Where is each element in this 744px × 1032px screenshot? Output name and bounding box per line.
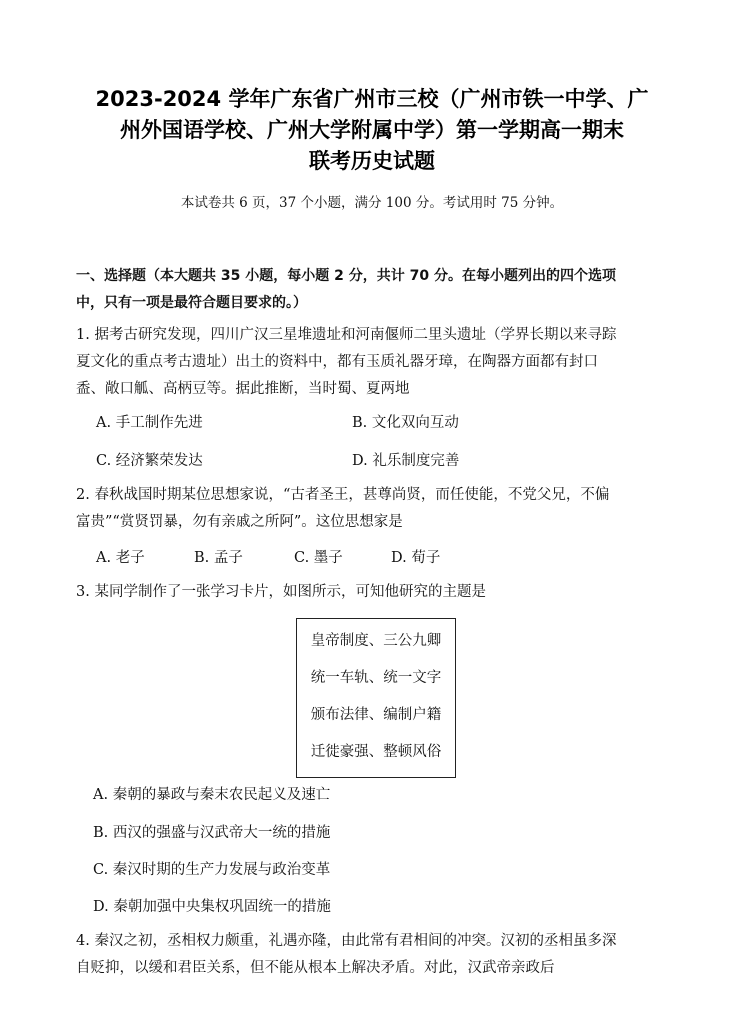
study-card-line: 皇帝制度、三公九卿 bbox=[310, 633, 442, 649]
study-card-line: 统一车轨、统一文字 bbox=[310, 670, 442, 686]
section-heading-line: 一、选择题（本大题共 35 小题，每小题 2 分，共计 70 分。在每小题列出的四个选项 bbox=[76, 268, 616, 284]
section-heading-line: 中，只有一项是最符合题目要求的。） bbox=[76, 295, 307, 311]
title-line: 州外国语学校、广州大学附属中学）第一学期高一期末 bbox=[120, 118, 624, 142]
question-2-stem bbox=[76, 482, 676, 536]
title-line: 联考历史试题 bbox=[309, 149, 435, 173]
title-line: 2023-2024 学年广东省广州市三校（广州市铁一中学、广 bbox=[95, 87, 649, 111]
q2-option-b: B. 孟子 bbox=[194, 550, 243, 566]
exam-instructions: 本试卷共 6 页，37 个小题，满分 100 分。考试用时 75 分钟。 bbox=[180, 195, 564, 211]
question-line: 3. 某同学制作了一张学习卡片，如图所示，可知他研究的主题是 bbox=[76, 584, 486, 600]
q3-option-a: A. 秦朝的暴政与秦末农民起义及速亡 bbox=[93, 787, 331, 803]
question-line: 富贵”“赏贤罚暴，勿有亲戚之所阿”。这位思想家是 bbox=[76, 514, 403, 530]
q3-option-c: C. 秦汉时期的生产力发展与政治变革 bbox=[93, 862, 331, 878]
exam-title bbox=[70, 84, 674, 177]
study-card bbox=[296, 618, 456, 778]
question-1-stem bbox=[76, 322, 676, 403]
question-3-stem bbox=[76, 579, 676, 606]
q1-option-a: A. 手工制作先进 bbox=[96, 415, 203, 431]
q2-option-a: A. 老子 bbox=[96, 550, 145, 566]
question-line: 1. 据考古研究发现，四川广汉三星堆遗址和河南偃师二里头遗址（学界长期以来寻踪 bbox=[76, 327, 617, 343]
question-line: 夏文化的重点考古遗址）出土的资料中，都有玉质礼器牙璋，在陶器方面都有封口 bbox=[76, 354, 598, 370]
study-card-line: 颁布法律、编制户籍 bbox=[310, 707, 442, 723]
q1-option-c: C. 经济繁荣发达 bbox=[96, 453, 203, 469]
section-heading bbox=[76, 263, 676, 317]
question-line: 自贬抑，以缓和君臣关系，但不能从根本上解决矛盾。对此，汉武帝亲政后 bbox=[76, 960, 555, 976]
study-card-line: 迁徙豪强、整顿风俗 bbox=[310, 744, 442, 760]
q2-option-c: C. 墨子 bbox=[294, 550, 343, 566]
question-4-stem bbox=[76, 928, 676, 982]
question-line: 2. 春秋战国时期某位思想家说，“古者圣王，甚尊尚贤，而任使能，不党父兄，不偏 bbox=[76, 487, 610, 503]
q1-option-d: D. 礼乐制度完善 bbox=[352, 453, 460, 469]
q2-option-d: D. 荀子 bbox=[391, 550, 441, 566]
q1-option-b: B. 文化双向互动 bbox=[352, 415, 459, 431]
question-line: 盉、敞口觚、高柄豆等。据此推断，当时蜀、夏两地 bbox=[76, 381, 410, 397]
q3-option-d: D. 秦朝加强中央集权巩固统一的措施 bbox=[93, 899, 331, 915]
question-line: 4. 秦汉之初，丞相权力颇重，礼遇亦隆，由此常有君相间的冲突。汉初的丞相虽多深 bbox=[76, 933, 617, 949]
q3-option-b: B. 西汉的强盛与汉武帝大一统的措施 bbox=[93, 825, 331, 841]
